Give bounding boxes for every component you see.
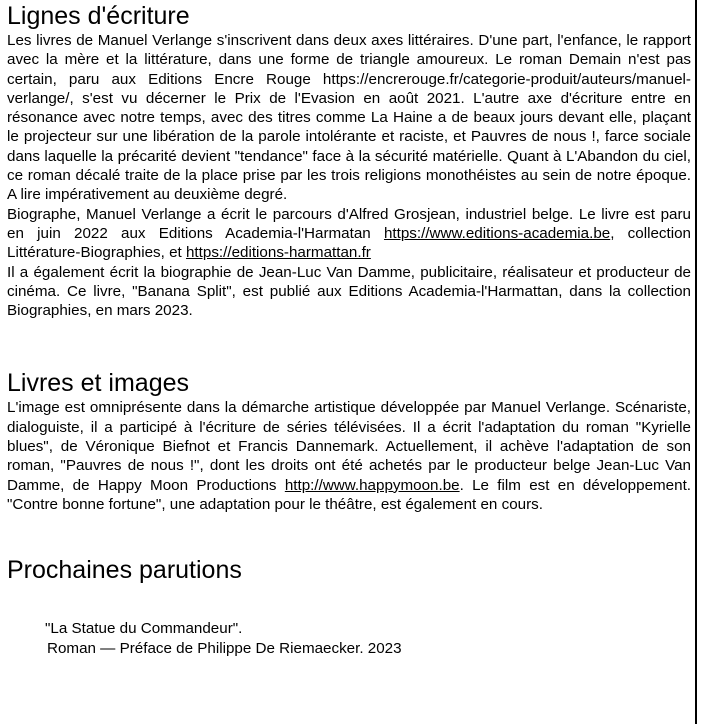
paragraph-image-omnipresente — [7, 398, 691, 514]
heading-prochaines-parutions: Prochaines parutions — [7, 556, 242, 585]
link-editions-harmattan[interactable]: https://editions-harmattan.fr — [185, 244, 371, 262]
text-film-developpement: . Le film est en développement. "Contre bonne fortune", une adaptation pour le théâtre, est également en cours. — [7, 476, 692, 513]
upcoming-publication — [7, 619, 691, 659]
paragraph-biographe — [7, 205, 691, 263]
document-content — [7, 0, 691, 659]
heading-livres-images: Livres et images — [7, 369, 190, 398]
paragraph-axes-litteraires: Les livres de Manuel Verlange s'inscrivent dans deux axes littéraires. D'une part, l'enfance, le rapport avec la mère et la littérature, dans une forme de triangle amoureux. Le roman Demain n'est pas certain, paru aux Editions Encre Rouge https://encrerouge.fr/categorie-produit/auteurs/manuel-verlange/, s'est vu décerner le Prix de l'Evasion en août 2021. L'autre axe d'écriture entre en résonance avec notre temps, avec des titres comme La Haine a de beaux jours devant elle, plaçant le projecteur sur une libération de la parole intolérante et raciste, et Pauvres de nous !, farce sociale dans laquelle la précarité devient "tendance" face à la sécurité matérielle. Quant à L'Abandon du ciel, ce roman décalé traite de la place prise par les trois religions monothéistes au sein de notre époque. A lire impérativement au deuxième degré. — [7, 32, 691, 204]
section-prochaines-parutions — [7, 555, 691, 659]
text-collection: , collection Littérature-Biographies, et — [7, 224, 691, 262]
text-image-intro: L'image est omniprésente dans la démarche artistique développée par Manuel Verlange. Scénariste, dialoguiste, il a participé à l'écriture de séries télévisées. Il a écrit l'adaptation du roman "Kyrielle blues", de Véronique Biefnot et Francis Dannemark. Actuellement, il achève l'adaptation de son roman, "Pauvres de nous !", dont les droits ont été achetés par le producteur belge Jean-Luc Van Damme, de Happy Moon Productions — [7, 399, 691, 494]
publication-title: "La Statue du Commandeur". — [45, 620, 243, 638]
link-happymoon[interactable]: http://www.happymoon.be — [284, 476, 460, 494]
section-lignes-ecriture — [7, 1, 691, 320]
text-biographe-intro: Biographe, Manuel Verlange a écrit le parcours d'Alfred Grosjean, industriel belge. Le livre est paru en juin 2022 aux Editions Academia-l'Harmatan — [7, 205, 691, 242]
section-livres-images — [7, 368, 691, 514]
publication-details: Roman — Préface de Philippe De Riemaecker. 2023 — [47, 640, 402, 658]
heading-lignes-ecriture: Lignes d'écriture — [7, 2, 190, 30]
link-editions-academia[interactable]: https://www.editions-academia.be — [383, 224, 611, 242]
paragraph-banana-split: Il a également écrit la biographie de Jean-Luc Van Damme, publicitaire, réalisateur et producteur de cinéma. Ce livre, "Banana Split", est publié aux Editions Academia-l'Harmattan, dans la collection Biographies, en mars 2023. — [7, 263, 691, 320]
